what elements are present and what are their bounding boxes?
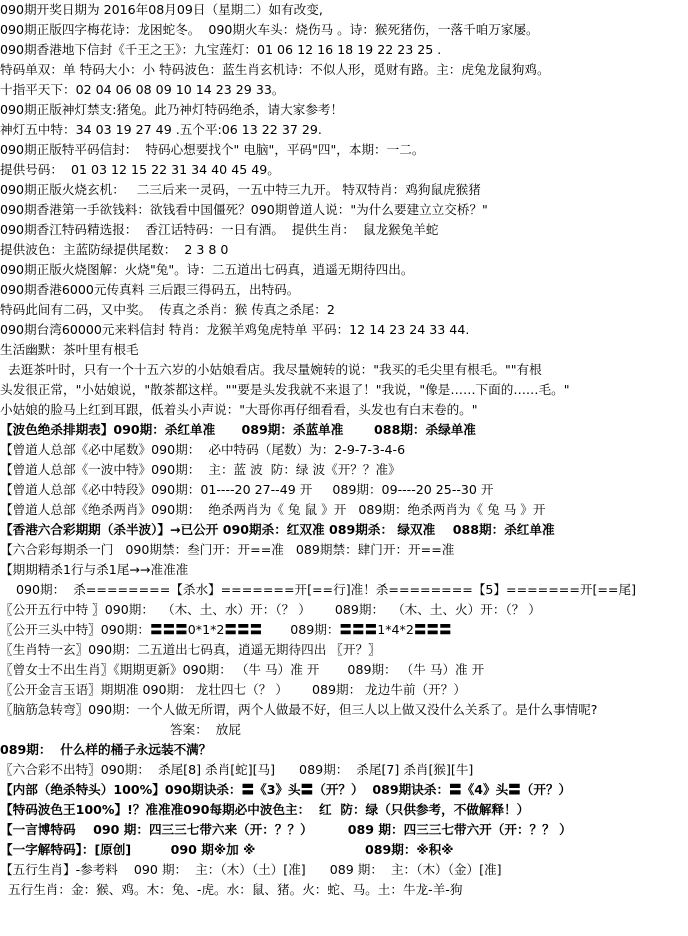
text-line-01: 090期开奖日期为 2016年08月09日（星期二）如有改变, (0, 2, 323, 17)
text-line-41: 【一言博特码 090 期：四三三七带六来（开：？？） 089 期：四三三七带六开（开：？？ ） (0, 822, 572, 837)
text-line-16: 特码此间有二码，又中奖。 传真之杀肖：猴 传真之杀尾：2 (0, 302, 335, 317)
text-line-13: 提供波色：主蓝防绿提供尾数： 2 3 8 0 (0, 242, 229, 257)
text-line-18: 生活幽默：茶叶里有根毛 (0, 342, 139, 357)
text-line-05: 十指平天下：02 04 06 08 09 10 14 23 29 33。 (0, 82, 285, 97)
text-line-17: 090期台湾60000元来料信封 特肖：龙猴羊鸡兔虎特单 平码：12 14 23 24 33 44. (0, 322, 470, 337)
text-line-20: 头发很正常，"小姑娘说，"散茶都这样。""要是头发我就不来退了！"我说，"像是……下面的……毛。" (0, 382, 570, 397)
text-line-23: 【曾道人总部《必中尾数》090期： 必中特码（尾数）为：2-9-7-3-4-6 (0, 442, 406, 457)
text-line-34: 〖曾女士不出生肖〗《期期更新》090期： （牛 马）准 开 089期： （牛 马）准 开 (0, 662, 485, 677)
text-line-26: 【曾道人总部《绝杀两肖》090期： 绝杀两肖为《 兔 鼠 》开 089期：绝杀两肖为《 兔 马 》开 (0, 502, 546, 517)
text-line-44: 五行生肖：金：猴、鸡。木：兔、-虎。水：鼠、猪。火：蛇、马。土：牛龙-羊-狗 (0, 882, 463, 897)
text-line-36: 〖脑筋急转弯〗090期：一个人做无所谓，两个人做最不好，但三人以上做又没什么关系了。是什么事情呢? (0, 702, 598, 717)
text-line-32: 〖公开三头中特〗090期：〓〓〓0*1*2〓〓〓 089期：〓〓〓1*4*2〓〓〓 (0, 622, 452, 637)
text-line-21: 小姑娘的脸马上红到耳跟，低着头小声说："大哥你再仔细看看，头发也有白末卷的。" (0, 402, 478, 417)
text-line-09: 提供号码： 01 03 12 15 22 31 34 40 45 49。 (0, 162, 280, 177)
text-line-22: 【波色绝杀排期表】090期：杀红单准 089期：杀蓝单准 088期：杀绿单准 (0, 422, 476, 437)
text-line-42: 【一字解特码】：[原创] 090 期※加 ※ 089期：※积※ (0, 842, 454, 857)
text-line-14: 090期正版火烧图解：火烧"兔"。诗：二五道出七码真，逍遥无期待四出。 (0, 262, 414, 277)
text-line-38: 〖六合彩不出特〗090期： 杀尾[8] 杀肖[蛇][马] 089期： 杀尾[7] 杀肖[猴][牛] (0, 762, 474, 777)
text-line-29: 【期期精杀1行与杀1尾→→准准准 (0, 562, 189, 577)
text-line-28: 【六合彩每期杀一门 090期禁：叁门开：开==准 089期禁：肆门开：开==准 (0, 542, 455, 557)
text-line-37: 089期： 什么样的桶子永远装不满？ (0, 742, 212, 757)
text-line-19: 去逛茶叶时，只有一个十五六岁的小姑娘看店。我尽量婉转的说："我买的毛尖里有根毛。""有根 (0, 362, 542, 377)
riddle-answer: 答案： 放屁 (170, 722, 241, 737)
text-line-10: 090期正版火烧玄机： 二三后来一灵码，一五中特三九开。 特双特肖：鸡狗鼠虎猴猪 (0, 182, 481, 197)
text-line-06: 090期正版神灯禁支:猪兔。此乃神灯特码绝杀，请大家参考！ (0, 102, 344, 117)
text-line-43: 【五行生肖】-参考料 090 期： 主：（木）（土）[准] 089 期： 主：（木）（金）[准] (0, 862, 502, 877)
text-line-07: 神灯五中特：34 03 19 27 49 .五个平:06 13 22 37 29. (0, 122, 322, 137)
text-line-24: 【曾道人总部《一波中特》090期： 主：蓝 波 防：绿 波《开？？准》 (0, 462, 401, 477)
text-line-27: 【香港六合彩期期（杀半波）】→已公开 090期杀：红双准 089期杀： 绿双准 088期：杀红单准 (0, 522, 555, 537)
text-line-40: 【特码波色王100%】!？准准准090每期必中波色主： 红 防：绿（只供参考，不做解释！） (0, 802, 530, 817)
text-line-33: 〖生肖特一玄〗090期：二五道出七码真，逍遥无期待四出 〖开？〗 (0, 642, 381, 657)
text-line-08: 090期正版特平码信封： 特码心想要找个" 电脑"，平码"四"，本期：一二。 (0, 142, 425, 157)
text-line-31: 〖公开五行中特 〗090期： （木、土、水）开：（？ ） 089期： （木、土、火）开：（？ ） (0, 602, 541, 617)
text-line-03: 090期香港地下信封《千王之王》：九宝莲灯：01 06 12 16 18 19 22 23 25 . (0, 42, 442, 57)
text-line-11: 090期香港第一手欲钱料：欲钱看中国僵死？090期曾道人说："为什么要建立立交桥？" (0, 202, 488, 217)
text-line-35: 〖公开金言玉语〗期期准 090期： 龙壮四七（？ ） 089期： 龙边牛前（开？） (0, 682, 466, 697)
text-line-12: 090期香江特码精选报： 香江话特码：一日有酒。 提供生肖： 鼠龙猴兔羊蛇 (0, 222, 439, 237)
text-line-30: 090期： 杀========【杀水】=======开[==行]准！杀========【5】=======开[==尾] (0, 582, 636, 597)
text-line-04: 特码单双：单 特码大小：小 特码波色：蓝生肖玄机诗：不似人形，觅财有路。主：虎兔龙鼠狗鸡。 (0, 62, 550, 77)
text-line-02: 090期正版四字梅花诗：龙困蛇冬。 090期火车头：烧伤马 。诗：猴死猪伤，一落千咱万家屡。 (0, 22, 539, 37)
text-line-15: 090期香港6000元传真料 三后跟三得码五，出特码。 (0, 282, 300, 297)
text-line-39: 【内部（绝杀特头）100%】090期诀杀：〓《3》头〓（开？） 089期诀杀：〓《4》头〓（开？） (0, 782, 572, 797)
text-line-25: 【曾道人总部《必中特段》090期：01----20 27--49 开 089期：09----20 25--30 开 (0, 482, 494, 497)
